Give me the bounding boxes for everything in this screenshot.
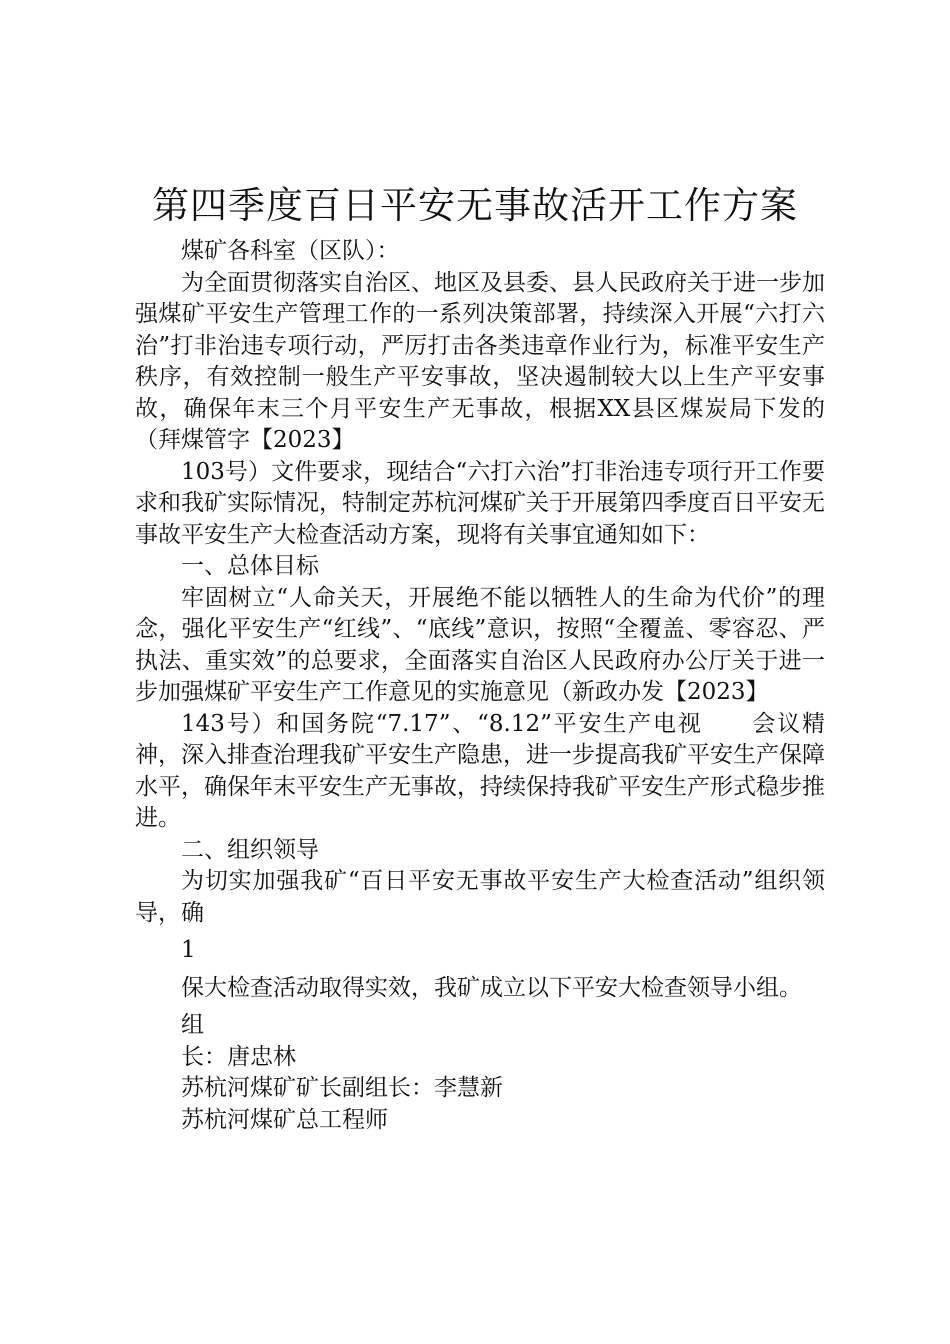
paragraph-document-reference: 103号）文件要求，现结合“六打六治”打非治违专项行开工作要求和我矿实际情况，特制定苏杭河煤矿关于开展第四季度百日平安无事故平安生产大检查活动方案，现将有关事宜通知如下： bbox=[135, 458, 825, 548]
chief-engineer-title: 苏杭河煤矿总工程师 bbox=[181, 1106, 388, 1133]
page-number: 1 bbox=[181, 937, 196, 963]
section-heading-goals: 一、总体目标 bbox=[181, 553, 319, 579]
deputy-leader-name: 苏杭河煤矿矿长副组长：李慧新 bbox=[181, 1075, 503, 1101]
leader-label-fragment: 组 bbox=[181, 1012, 204, 1038]
document-title: 第四季度百日平安无事故活开工作方案 bbox=[152, 184, 798, 227]
paragraph-intro: 为全面贯彻落实自治区、地区及县委、县人民政府关于进一步加强煤矿平安生产管理工作的一系列决策部署，持续深入开展“六打六治”打非治违专项行动，严厉打击各类违章作业行为，标准平安生产秩序，有效控制一般生产平安事故，坚决遏制较大以上生产平安事故，确保年末三个月平安生产无事故，根据XX县区煤炭局下发的（拜煤管字【2023】 bbox=[135, 269, 825, 453]
section-heading-organization: 二、组织领导 bbox=[181, 836, 319, 863]
paragraph-goals: 牢固树立“人命关天，开展绝不能以牺牲人的生命为代价”的理念，强化平安生产“红线”、“底线”意识，按照“全覆盖、零容忍、严执法、重实效”的总要求，全面落实自治区人民政府办公厅关于进一步加强煤矿平安生产工作意见的实施意见（新政办发【2023】 bbox=[135, 584, 825, 705]
document-body bbox=[135, 236, 825, 1136]
paragraph-organization-continued: 保大检查活动取得实效，我矿成立以下平安大检查领导小组。 bbox=[181, 974, 802, 1001]
paragraph-organization: 为切实加强我矿“百日平安无事故平安生产大检查活动”组织领导，确 bbox=[135, 868, 825, 926]
leader-name: 长：唐忠林 bbox=[181, 1043, 296, 1070]
paragraph-goals-continued: 143号）和国务院“7.17”、“8.12”平安生产电视 会议精神，深入排查治理我矿平安生产隐患，进一步提高我矿平安生产保障水平，确保年末平安生产无事故，持续保持我矿平安生产形式稳步推进。 bbox=[135, 710, 825, 831]
salutation: 煤矿各科室（区队）： bbox=[181, 238, 400, 264]
